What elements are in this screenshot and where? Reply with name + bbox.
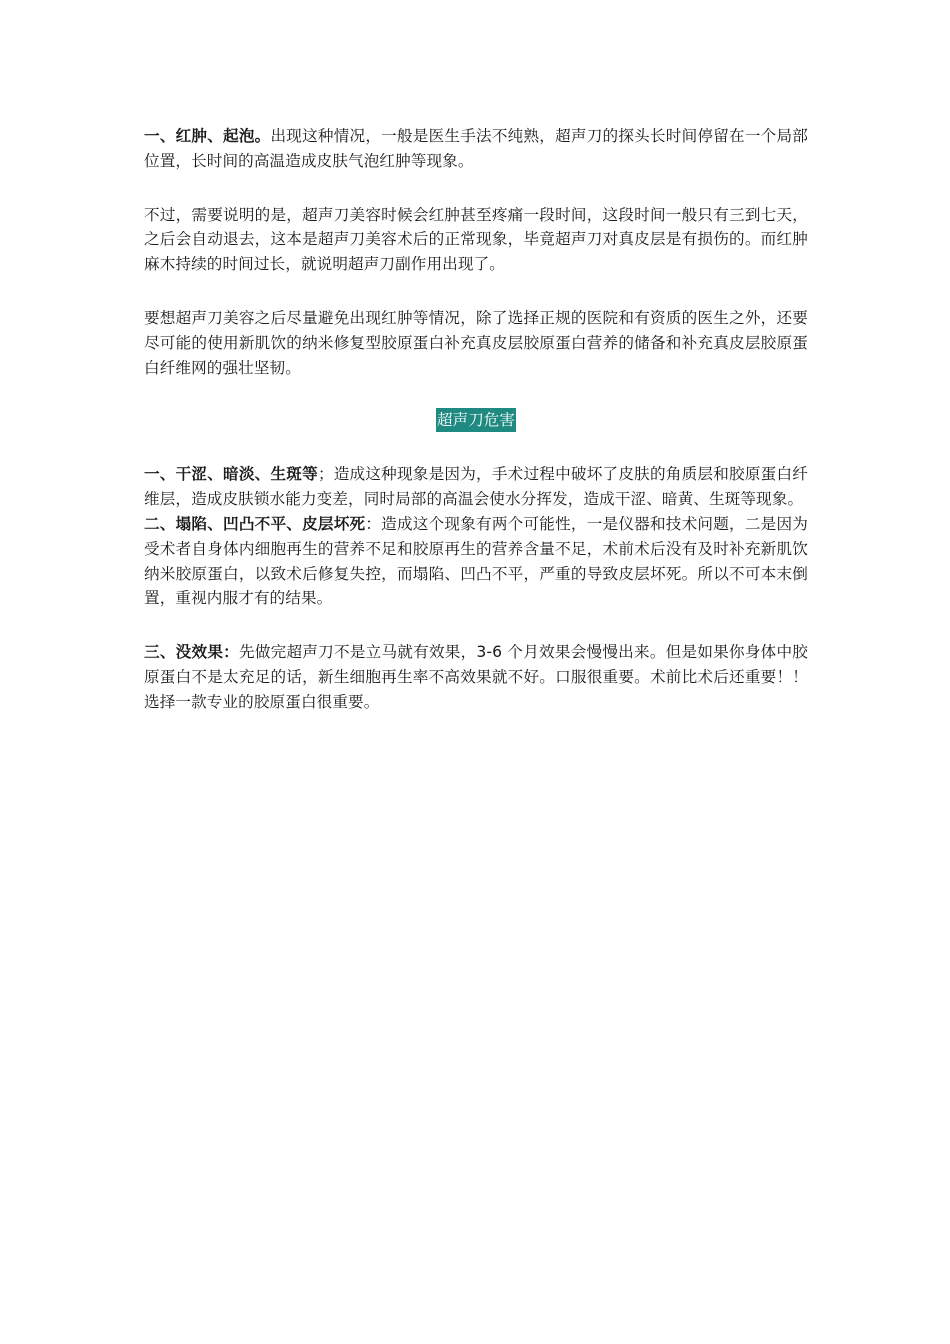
paragraph-text: 出现这种情况，一般是医生手法不纯熟，超声刀的探头长时间停留在一个局部位置，长时间的高温造成皮肤气泡红肿等现象。 [144, 127, 808, 170]
paragraph-normal-reaction [144, 203, 808, 277]
section-heading-wrap [144, 408, 808, 434]
paragraph-lead: 二、塌陷、凹凸不平、皮层坏死 [144, 514, 366, 533]
paragraph-dryness [144, 462, 808, 512]
paragraph-text: 先做完超声刀不是立马就有效果，3-6 个月效果会慢慢出来。但是如果你身体中胶原蛋白不是太充足的话，新生细胞再生率不高效果就不好。口服很重要。术前比术后还重要！！选择一款专业的胶原蛋白很重要。 [144, 643, 808, 711]
paragraph-lead: 三、没效果： [144, 643, 239, 662]
paragraph-text: ；造成这种现象是因为，手术过程中破坏了皮肤的角质层和胶原蛋白纤维层，造成皮肤锁水能力变差，同时局部的高温会使水分挥发，造成干涩、暗黄、生斑等现象。 [144, 465, 808, 509]
paragraph-collapse [144, 512, 808, 611]
paragraph-text: 要想超声刀美容之后尽量避免出现红肿等情况，除了选择正规的医院和有资质的医生之外，还要尽可能的使用新肌饮的纳米修复型胶原蛋白补充真皮层胶原蛋白营养的储备和补充真皮层胶原蛋白纤维网的强壮坚韧。 [144, 308, 808, 377]
section-heading: 超声刀危害 [436, 408, 516, 432]
paragraph-redness-blisters [144, 124, 808, 174]
document-page [144, 124, 808, 715]
paragraph-no-effect [144, 640, 808, 714]
paragraph-avoid-redness [144, 306, 808, 380]
paragraph-text: ：造成这个现象有两个可能性，一是仪器和技术问题，二是因为受术者自身体内细胞再生的营养不足和胶原再生的营养含量不足，术前术后没有及时补充新肌饮纳米胶原蛋白，以致术后修复失控，而塌陷、凹凸不平，严重的导致皮层坏死。所以不可本末倒置，重视内服才有的结果。 [144, 514, 808, 608]
paragraph-text: 不过，需要说明的是，超声刀美容时候会红肿甚至疼痛一段时间，这段时间一般只有三到七天，之后会自动退去，这本是超声刀美容术后的正常现象，毕竟超声刀对真皮层是有损伤的。而红肿麻木持续的时间过长，就说明超声刀副作用出现了。 [144, 205, 808, 274]
paragraph-lead: 一、干涩、暗淡、生斑等 [144, 465, 318, 484]
paragraph-lead: 一、红肿、起泡。 [144, 127, 271, 145]
